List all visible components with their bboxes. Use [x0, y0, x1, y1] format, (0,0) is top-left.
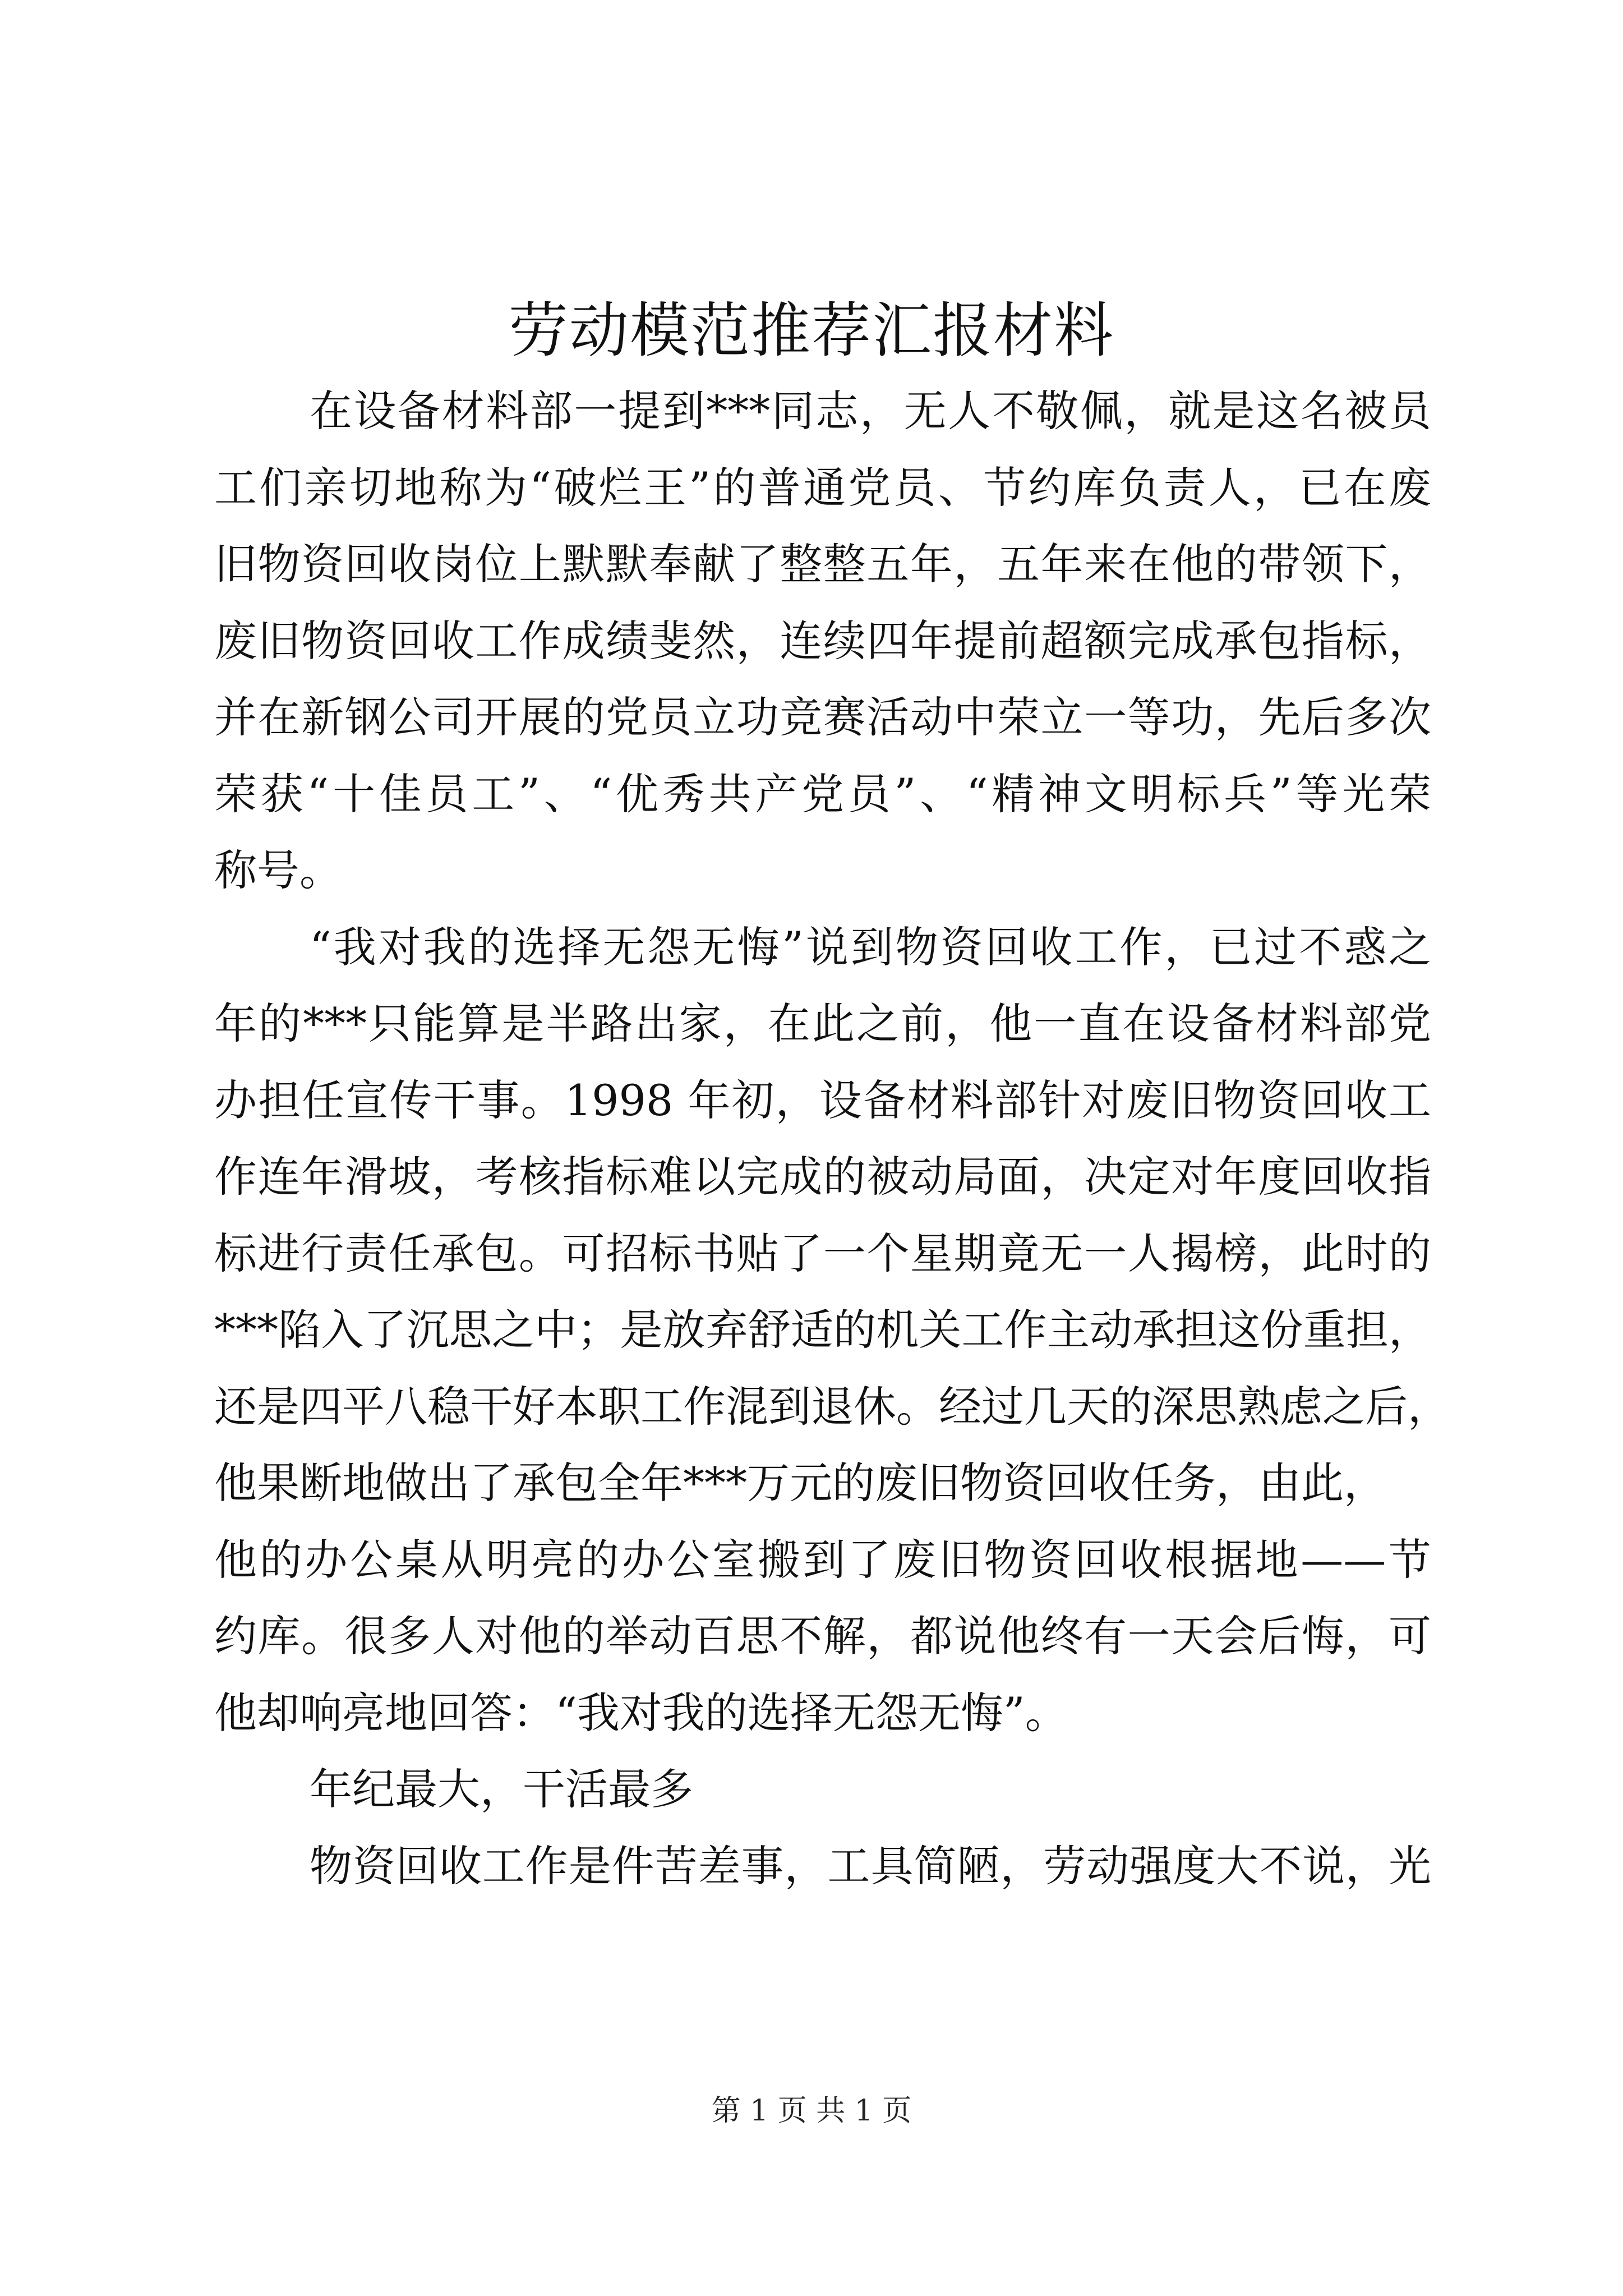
section-heading: 年纪最大，干活最多 — [310, 1764, 693, 1814]
paragraph-line: 他却响亮地回答：“我对我的选择无怨无悔”。 — [214, 1687, 1068, 1738]
paragraph-line: 作连年滑坡，考核指标难以完成的被动局面，决定对年度回收指 — [214, 1152, 1431, 1202]
document-title: 劳动模范推荐汇报材料 — [509, 296, 1114, 365]
paragraph-line: 他果断地做出了承包全年***万元的废旧物资回收任务，由此， — [214, 1458, 1386, 1508]
page-footer: 第 1 页 共 1 页 — [711, 2094, 912, 2128]
paragraph-line: 并在新钢公司开展的党员立功竞赛活动中荣立一等功，先后多次 — [214, 692, 1431, 742]
paragraph-line: 办担任宣传干事。1998 年初，设备材料部针对废旧物资回收工 — [214, 1075, 1431, 1125]
paragraph-line: 工们亲切地称为“破烂王”的普通党员、节约库负责人，已在废 — [214, 462, 1431, 513]
paragraph-line: 旧物资回收岗位上默默奉献了整整五年，五年来在他的带领下， — [214, 539, 1431, 589]
paragraph-line: 废旧物资回收工作成绩斐然，连续四年提前超额完成承包指标， — [214, 615, 1431, 666]
paragraph-line: 物资回收工作是件苦差事，工具简陋，劳动强度大不说，光 — [310, 1841, 1431, 1891]
paragraph-line: “我对我的选择无怨无悔”说到物资回收工作，已过不惑之 — [310, 922, 1431, 972]
paragraph-line: 年的***只能算是半路出家，在此之前，他一直在设备材料部党 — [214, 999, 1431, 1048]
paragraph-line: 标进行责任承包。可招标书贴了一个星期竟无一人揭榜，此时的 — [214, 1228, 1431, 1278]
paragraph-line: 约库。很多人对他的举动百思不解，都说他终有一天会后悔，可 — [214, 1611, 1431, 1661]
paragraph-line: 称号。 — [214, 845, 342, 895]
document-body — [214, 373, 1450, 1904]
paragraph-line: ***陷入了沉思之中；是放弃舒适的机关工作主动承担这份重担， — [214, 1305, 1431, 1355]
paragraph-line: 荣获“十佳员工”、“优秀共产党员”、“精神文明标兵”等光荣 — [214, 769, 1431, 819]
paragraph-line: 还是四平八稳干好本职工作混到退休。经过几天的深思熟虑之后， — [214, 1381, 1450, 1432]
paragraph-line: 他的办公桌从明亮的办公室搬到了废旧物资回收根据地——节 — [214, 1534, 1431, 1585]
paragraph-line: 在设备材料部一提到***同志，无人不敬佩，就是这名被员 — [310, 386, 1431, 436]
